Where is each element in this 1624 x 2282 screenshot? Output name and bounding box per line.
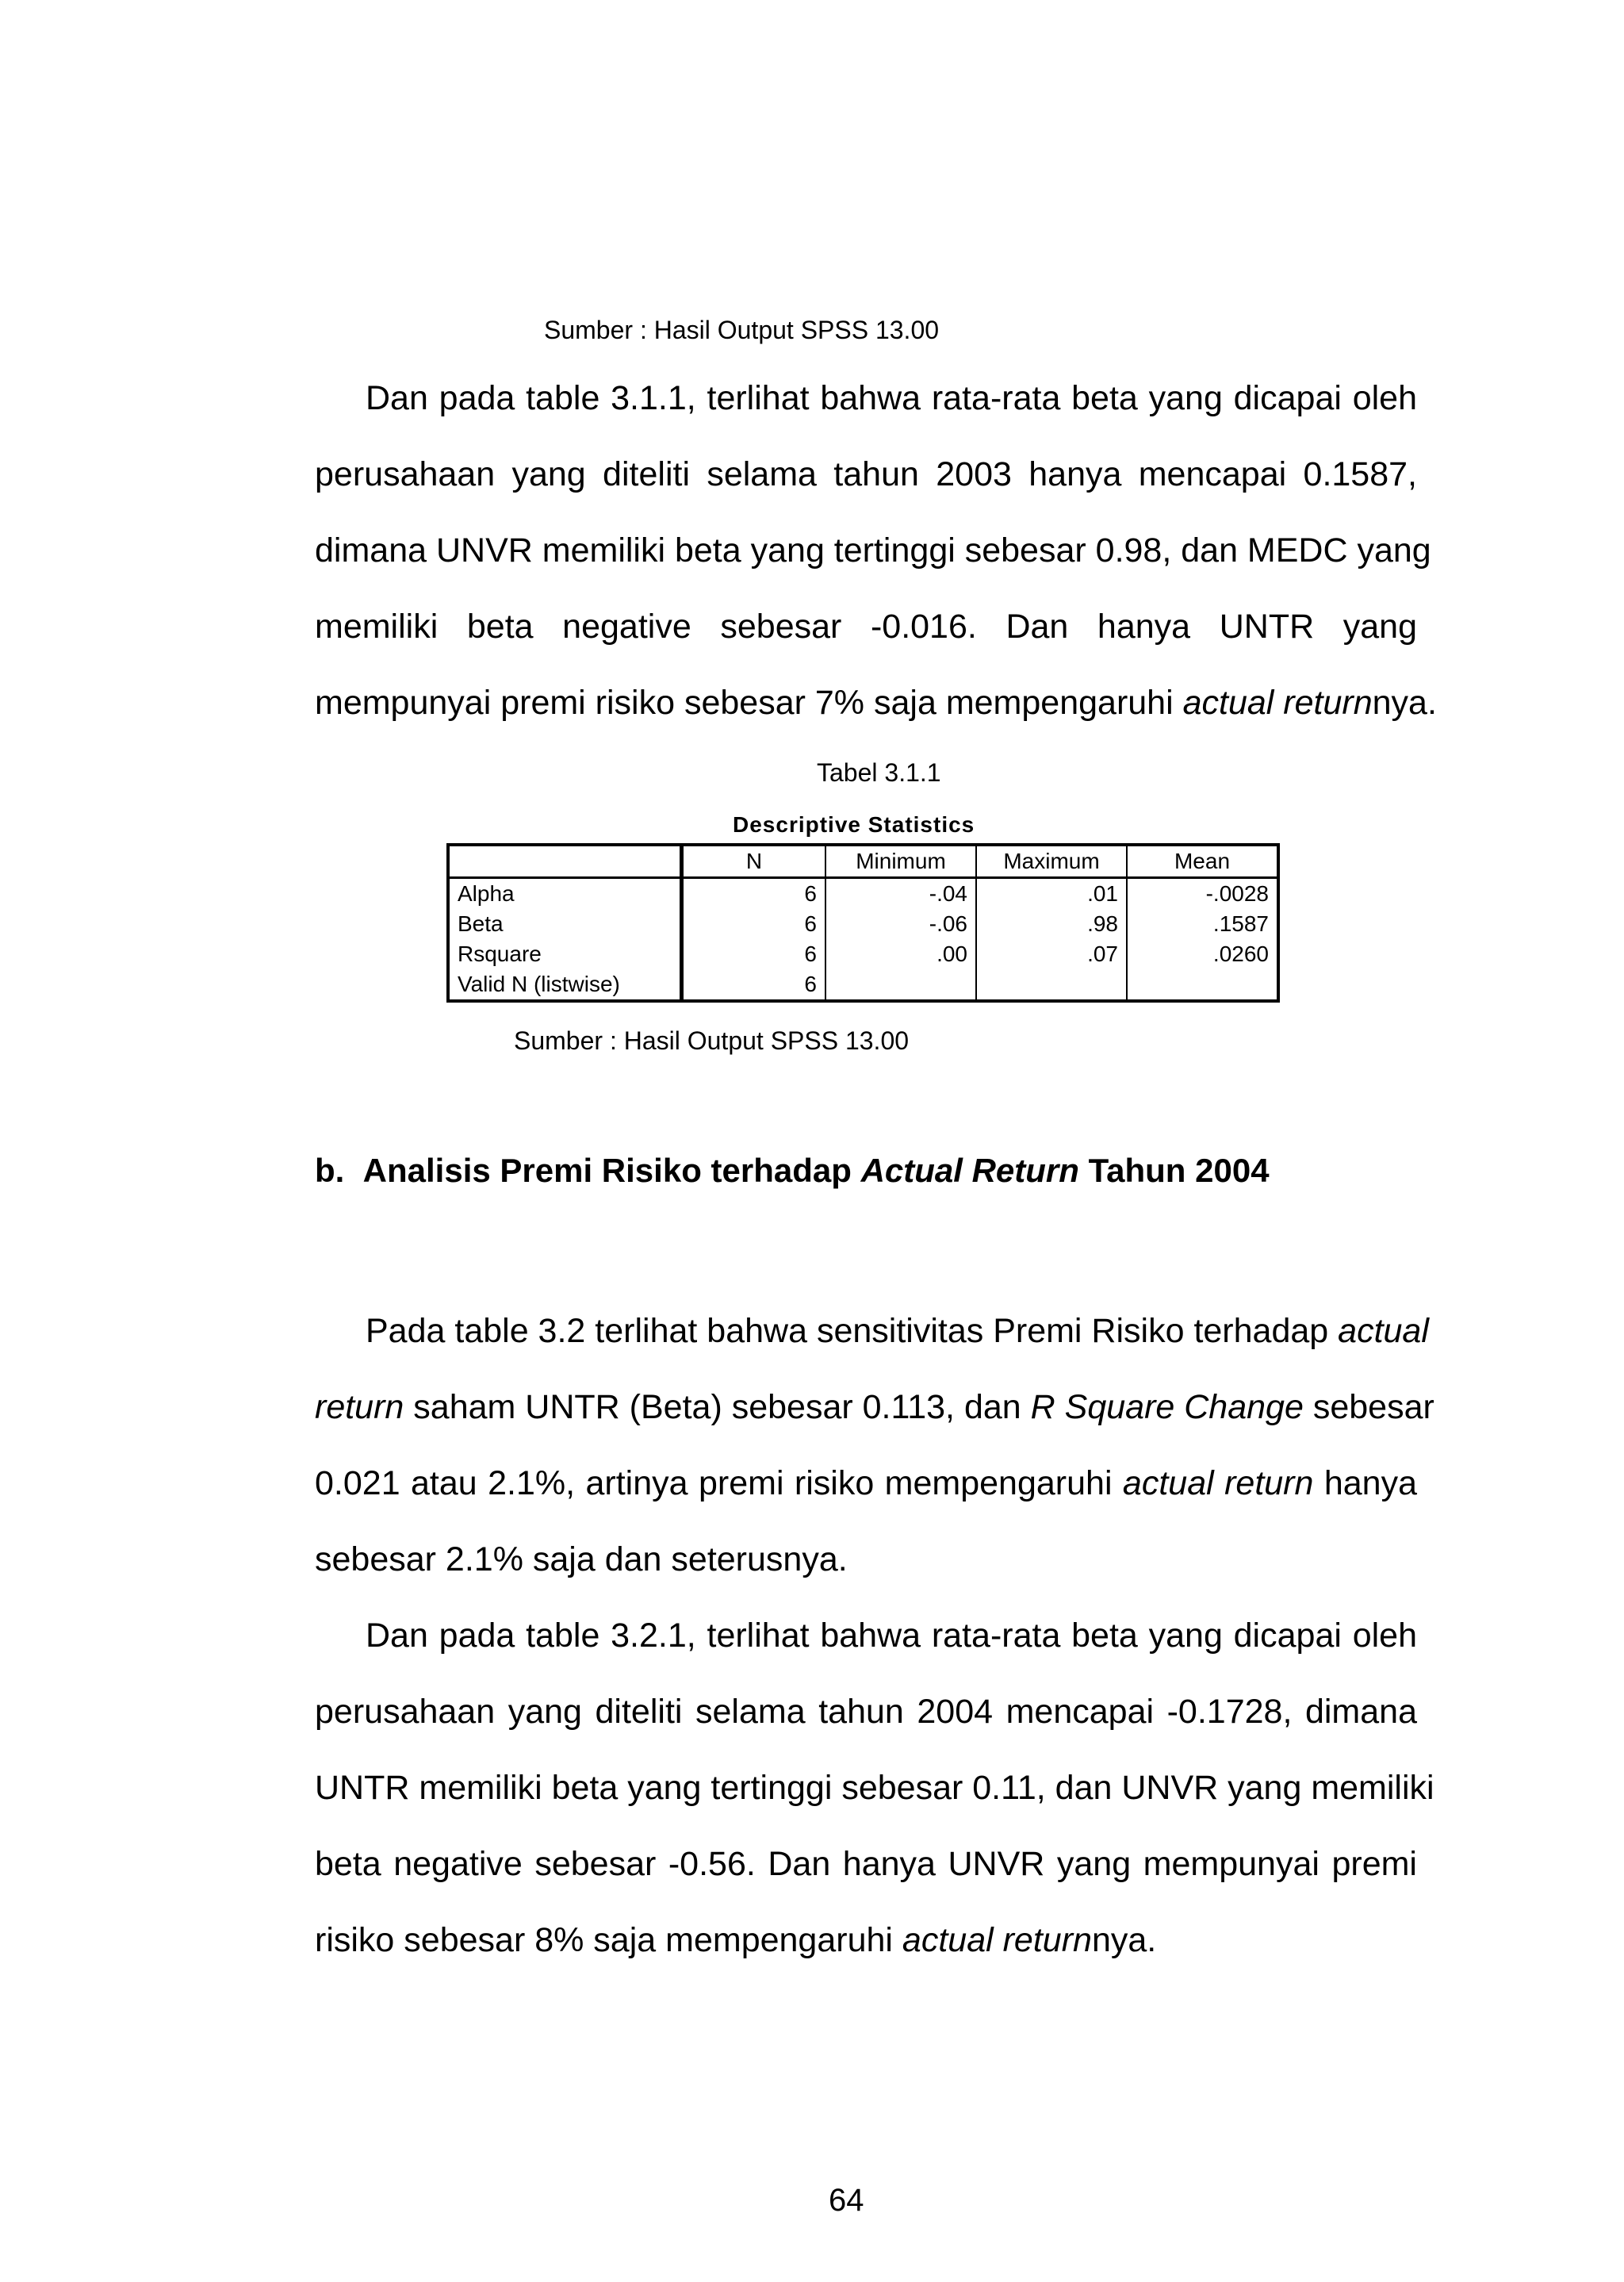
section-heading: b. Analisis Premi Risiko terhadap Actual Return Tahun 2004 [315,1152,1270,1189]
cell-minimum: -.04 [825,878,976,910]
table-header-mean: Mean [1127,845,1278,878]
source-note-top: Sumber : Hasil Output SPSS 13.00 [544,316,940,344]
row-label: Valid N (listwise) [448,969,682,1001]
paragraph-1-line-3: dimana UNVR memiliki beta yang tertinggi sebesar 0.98, dan MEDC yang [315,531,1431,570]
cell-n: 6 [804,942,817,966]
cell-maximum: .07 [976,939,1127,969]
table-caption: Tabel 3.1.1 [817,758,941,787]
cell-mean: .0260 [1127,939,1278,969]
cell-mean: .1587 [1127,909,1278,939]
paragraph-2-line-2: return saham UNTR (Beta) sebesar 0.113, dan R Square Change sebesar [315,1388,1434,1426]
source-note-table: Sumber : Hasil Output SPSS 13.00 [514,1026,910,1055]
page-number: 64 [829,2183,864,2218]
cell-n: 6 [804,881,817,906]
paragraph-1-line-2: perusahaan yang diteliti selama tahun 2003 hanya mencapai 0.1587, [315,455,1417,493]
section-heading-marker: b. [315,1152,345,1189]
paragraph-3 [315,1597,1434,1978]
cell-n: 6 [804,911,817,936]
paragraph-1-line-5: mempunyai premi risiko sebesar 7% saja mempengaruhi actual returnnya. [315,684,1437,722]
paragraph-2 [315,1293,1434,1597]
paragraph-1 [315,360,1437,741]
cell-mean: -.0028 [1127,878,1278,910]
table-row [448,939,1278,969]
table-header-n: N [682,845,826,878]
cell-maximum [976,969,1127,1001]
paragraph-3-line-2: perusahaan yang diteliti selama tahun 2004 mencapai -0.1728, dimana [315,1693,1417,1731]
paragraph-3-line-4: beta negative sebesar -0.56. Dan hanya UNVR yang mempunyai premi [315,1845,1417,1883]
table-title: Descriptive Statistics [733,812,975,837]
row-label: Beta [448,909,682,939]
cell-minimum: .00 [825,939,976,969]
paragraph-1-line-1: Dan pada table 3.1.1, terlihat bahwa rata-rata beta yang dicapai oleh [366,379,1417,417]
table-row [448,878,1278,910]
cell-n: 6 [804,972,817,996]
paragraph-2-line-1: Pada table 3.2 terlihat bahwa sensitivitas Premi Risiko terhadap actual [366,1312,1429,1350]
paragraph-2-line-4: sebesar 2.1% saja dan seterusnya. [315,1540,848,1578]
descriptive-statistics-table [446,843,1280,1003]
row-label: Alpha [448,878,682,910]
paragraph-3-line-5: risiko sebesar 8% saja mempengaruhi actual returnnya. [315,1921,1157,1959]
table-header-maximum: Maximum [976,845,1127,878]
table-header-empty [448,845,682,878]
table-row [448,909,1278,939]
paragraph-2-line-3: 0.021 atau 2.1%, artinya premi risiko mempengaruhi actual return hanya [315,1464,1417,1502]
cell-minimum [825,969,976,1001]
paragraph-3-line-3: UNTR memiliki beta yang tertinggi sebesar 0.11, dan UNVR yang memiliki [315,1769,1434,1807]
table-row [448,969,1278,1001]
cell-maximum: .98 [976,909,1127,939]
paragraph-1-line-4: memiliki beta negative sebesar -0.016. Dan hanya UNTR yang [315,608,1417,646]
table-header-row [448,845,1278,878]
table-header-minimum: Minimum [825,845,976,878]
row-label: Rsquare [448,939,682,969]
cell-maximum: .01 [976,878,1127,910]
cell-mean [1127,969,1278,1001]
cell-minimum: -.06 [825,909,976,939]
paragraph-3-line-1: Dan pada table 3.2.1, terlihat bahwa rata-rata beta yang dicapai oleh [366,1617,1417,1655]
